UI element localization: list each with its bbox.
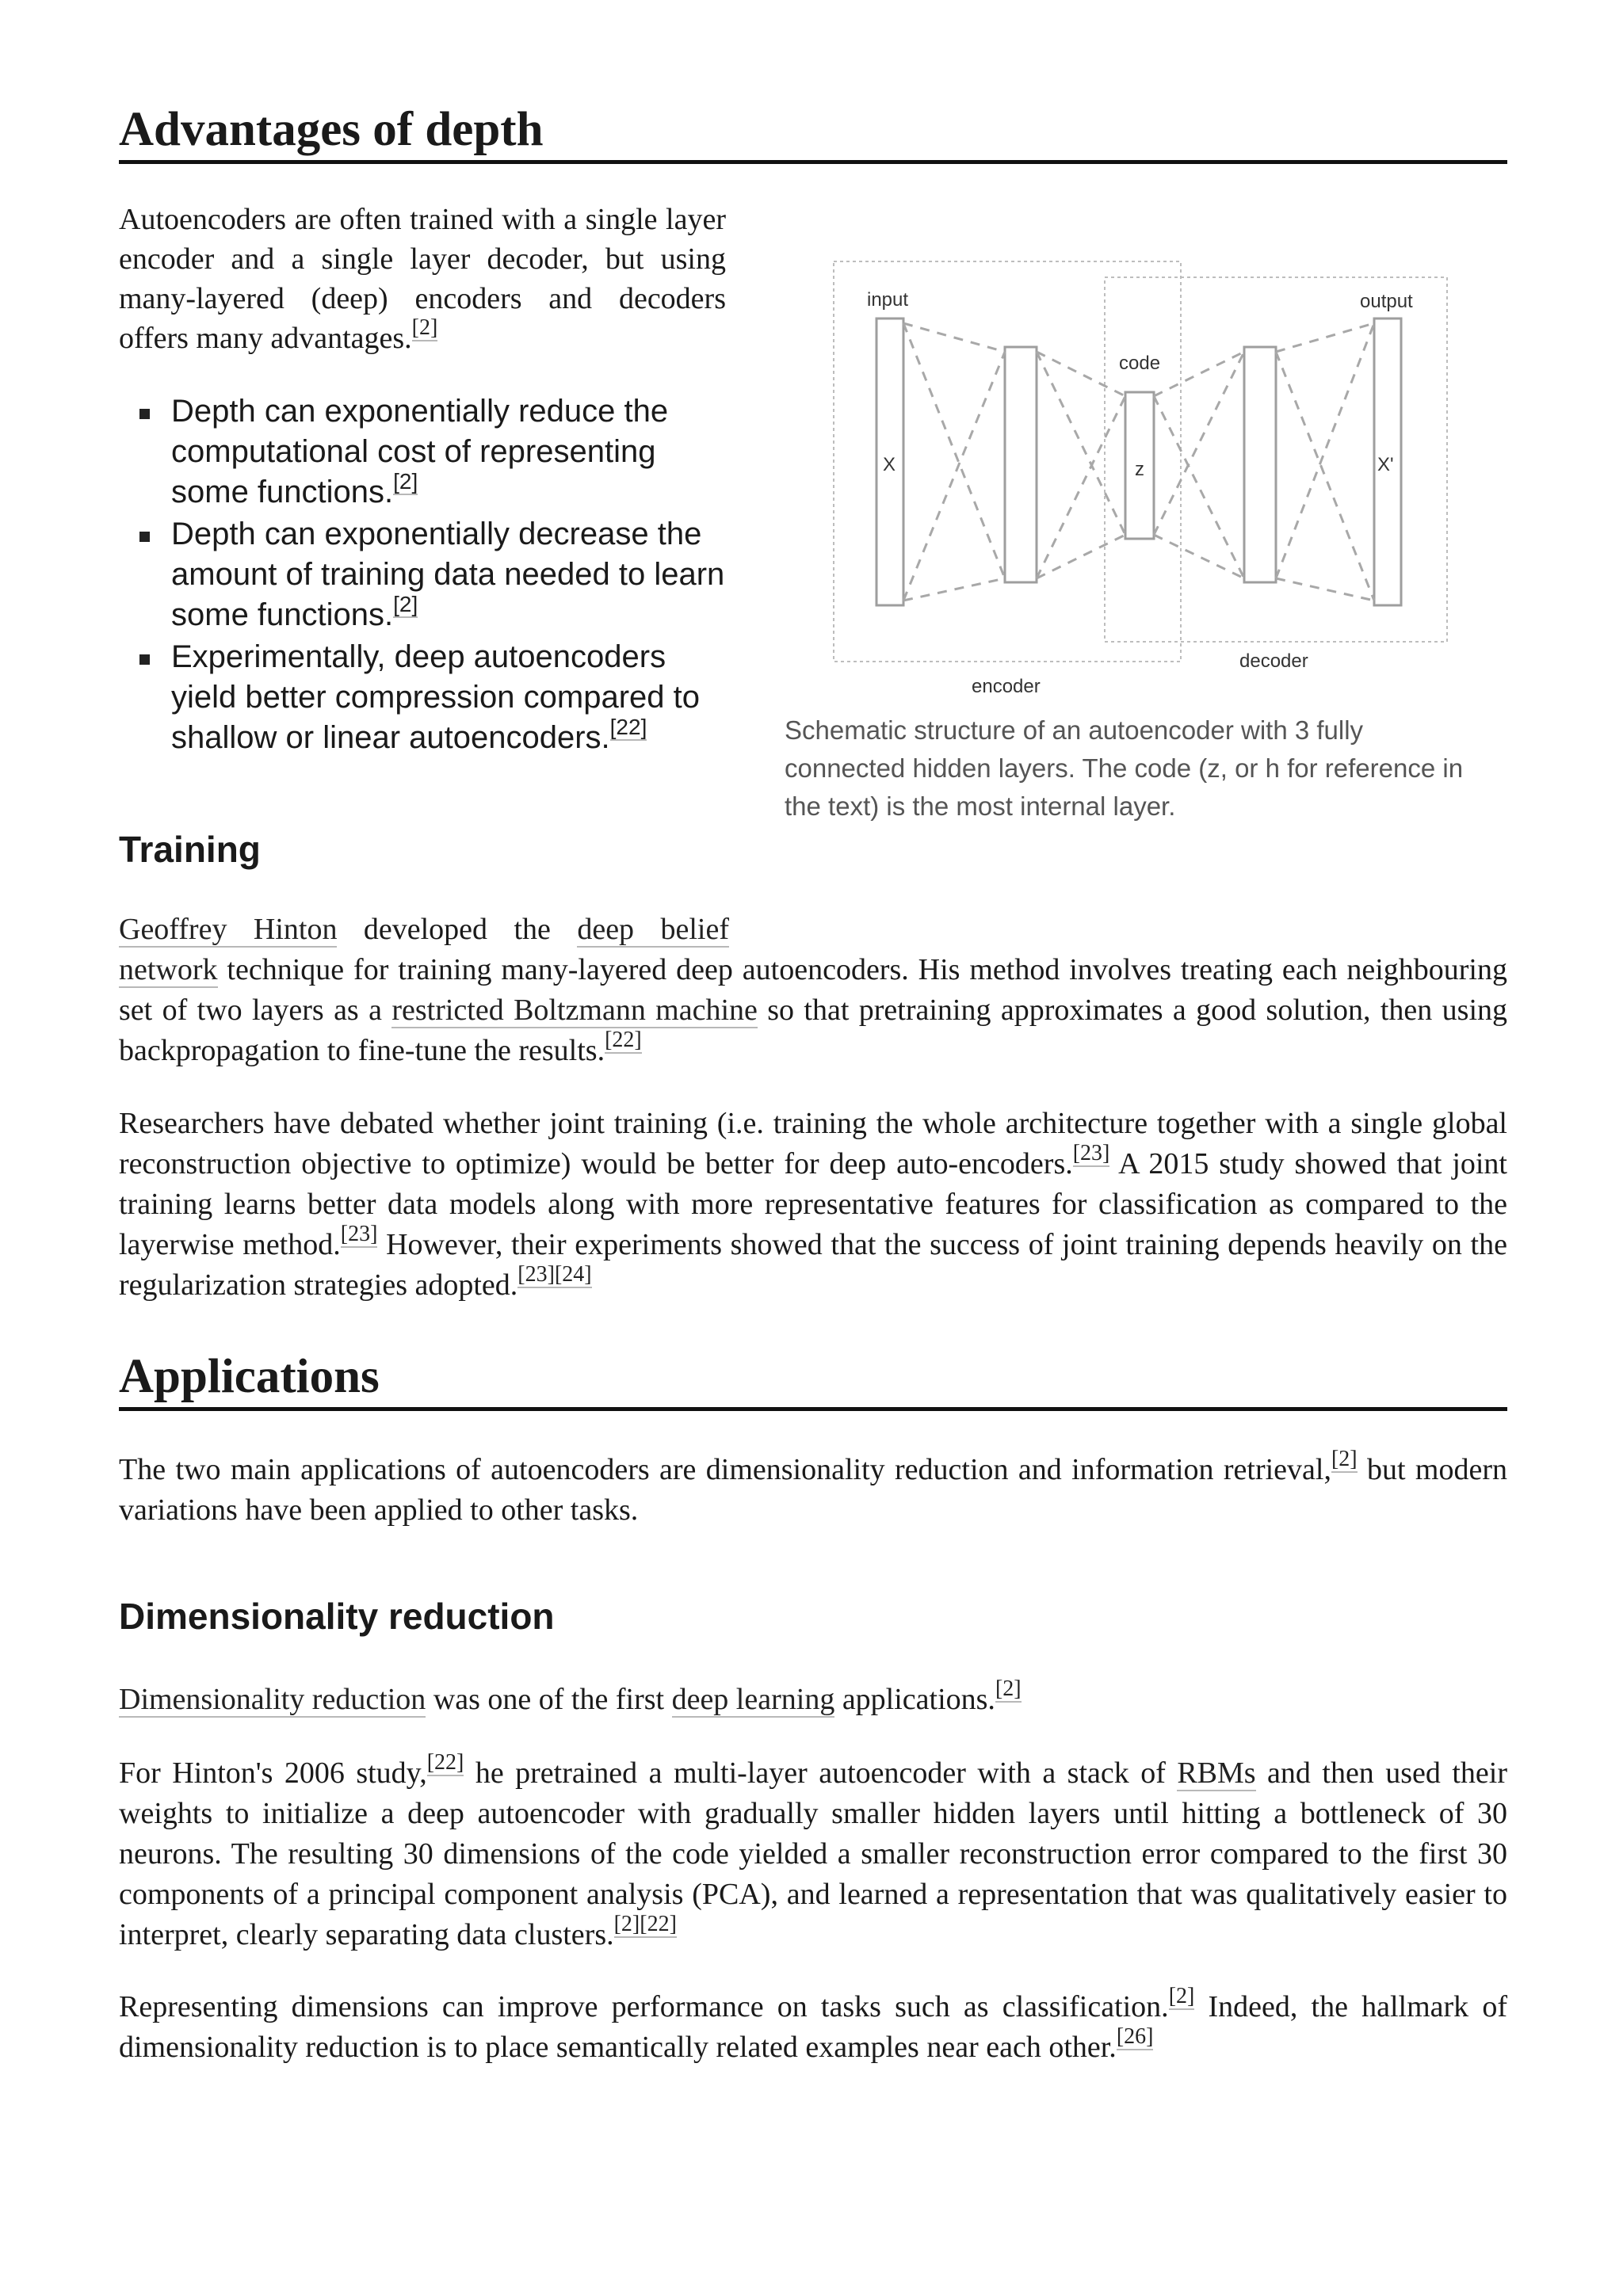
text-run: The two main applications of autoencoders are dimensionality reduction and information retrieval, (119, 1453, 1331, 1486)
citation[interactable] (412, 315, 438, 341)
text-run: so that pretraining approximates a good solution, then using backpropagation to fine-tune the results. (119, 994, 1508, 1067)
input-label: input (867, 289, 909, 311)
link-dimensionality-reduction[interactable]: Dimensionality reduction (119, 1683, 426, 1716)
autoencoder-figure (785, 246, 1514, 826)
link-geoffrey-hinton[interactable]: Geoffrey Hinton (119, 913, 338, 946)
training-paragraph-1 (119, 910, 1507, 1071)
heading-advantages-of-depth: Advantages of depth (119, 101, 1507, 164)
encoder-label: encoder (972, 676, 1041, 697)
text-run: and then used their weights to initialize a deep autoencoder with gradually smaller hidden layers until hitting a bottleneck of 30 neurons. The resulting 30 dimensions of the code yielded a smaller reconstruction error compared to the first 30 components of a principal component analysis (PCA), and learned a representation that was qualitatively easier to interpret, clearly separating data clusters. (119, 1756, 1507, 1951)
connection-line (1037, 396, 1125, 578)
advantages-intro-paragraph (119, 200, 726, 358)
citation-link[interactable]: [2] (393, 469, 418, 494)
dimred-paragraph-2 (119, 1750, 1507, 1955)
connection-line (1276, 578, 1374, 601)
connection-line (903, 578, 1005, 601)
text-run: A 2015 study showed that joint training learns better data models along with more representative features for classification as compared to the layerwise method. (119, 1147, 1507, 1261)
advantages-list-item (119, 514, 726, 635)
text-run: but modern variations have been applied to other tasks. (119, 1453, 1507, 1527)
advantages-left-column (119, 200, 726, 758)
citation[interactable] (605, 1028, 642, 1054)
text-run: Researchers have debated whether joint training (i.e. training the whole architecture together with a single global reconstruction objective to optimize) would be better for deep auto-encoders. (119, 1107, 1507, 1180)
heading-dimensionality-reduction: Dimensionality reduction (119, 1596, 555, 1637)
list-item-text: Experimentally, deep autoencoders yield better compression compared to shallow or linear autoencoders. (171, 639, 700, 755)
autoencoder-diagram (785, 246, 1514, 705)
figure-caption: Schematic structure of an autoencoder with 3 fully connected hidden layers. The code (z, or h for reference in the text) is the most internal layer. (785, 715, 1464, 821)
citation-link[interactable]: [26] (1116, 2024, 1154, 2049)
citation[interactable] (341, 1222, 378, 1248)
output-label: output (1360, 291, 1413, 312)
heading-applications: Applications (119, 1348, 1507, 1411)
citation[interactable] (517, 1262, 591, 1288)
hidden-layer-3 (1244, 347, 1276, 582)
citation[interactable] (610, 715, 647, 741)
text-run: Representing dimensions can improve performance on tasks such as classification. (119, 1990, 1169, 2023)
connection-line (1037, 535, 1125, 578)
connection-line (1037, 352, 1125, 535)
connection-line (903, 323, 1005, 578)
citation-link[interactable]: [2] (995, 1676, 1022, 1701)
list-item-text: Depth can exponentially decrease the amount of training data needed to learn some functions. (171, 517, 725, 632)
link-rbms[interactable]: RBMs (1177, 1756, 1256, 1790)
citation-link[interactable]: [22] (605, 1028, 642, 1052)
advantages-list-item (119, 637, 726, 758)
citation-link[interactable]: [23] (340, 1222, 378, 1246)
citation-link[interactable]: [2] (411, 315, 438, 340)
citation-link[interactable]: [2] (1331, 1447, 1358, 1471)
citation[interactable] (1169, 1984, 1195, 2010)
connection-line (1276, 323, 1374, 352)
citation-link[interactable]: [22] (640, 1912, 677, 1936)
connection-line (1276, 352, 1374, 601)
citation[interactable] (427, 1750, 464, 1776)
bullet-icon (139, 654, 150, 665)
text-run: was one of the first (426, 1683, 672, 1716)
link-deep-belief-network[interactable]: deep belief network (119, 913, 729, 986)
text-run: technique for training many-layered deep autoencoders. His method involves treating each neighbouring set of two layers as a (119, 953, 1507, 1027)
citation[interactable] (1331, 1447, 1358, 1473)
citation-link[interactable]: [2] (613, 1912, 640, 1936)
citation[interactable] (393, 469, 418, 495)
citation[interactable] (1117, 2024, 1154, 2050)
citation-link[interactable]: [23] (1072, 1141, 1110, 1165)
decoder-label: decoder (1239, 650, 1308, 672)
link-restricted-boltzmann-machine[interactable]: restricted Boltzmann machine (391, 994, 758, 1027)
z-label: z (1135, 459, 1144, 480)
advantages-intro-text: Autoencoders are often trained with a single layer encoder and a single layer decoder, but using many-layered (deep) encoders and decoders offers many advantages. (119, 203, 726, 355)
citation-link[interactable]: [2] (393, 592, 418, 616)
connection-line (1276, 323, 1374, 578)
connection-line (1154, 352, 1244, 396)
hidden-layer-1 (1005, 347, 1037, 582)
citation[interactable] (393, 592, 418, 618)
dimred-paragraph-3 (119, 1984, 1507, 2068)
link-deep-learning[interactable]: deep learning (671, 1683, 835, 1716)
applications-paragraph (119, 1447, 1507, 1531)
training-paragraph-2 (119, 1104, 1507, 1306)
text-run: Indeed, the hallmark of dimensionality reduction is to place semantically related examples near each other. (119, 1990, 1507, 2064)
citation[interactable] (614, 1912, 677, 1938)
text-run: he pretrained a multi-layer autoencoder with a stack of (464, 1756, 1178, 1790)
x-prime-label: X' (1377, 454, 1394, 475)
text-run: developed the (337, 913, 578, 946)
bullet-icon (139, 532, 150, 542)
connection-line (1154, 396, 1244, 578)
list-item-text: Depth can exponentially reduce the computational cost of representing some functions. (171, 394, 669, 509)
bullet-icon (139, 409, 150, 419)
citation-link[interactable]: [2] (1168, 1984, 1195, 2008)
dimred-paragraph-1 (119, 1676, 1507, 1720)
x-label: X (883, 454, 896, 475)
connection-line (1154, 535, 1244, 578)
citation[interactable] (1073, 1141, 1110, 1167)
citation-link[interactable]: [23] (517, 1262, 555, 1287)
text-run: applications. (834, 1683, 995, 1716)
advantages-list (119, 391, 726, 758)
connection-line (1154, 352, 1244, 535)
advantages-list-item (119, 391, 726, 513)
citation[interactable] (995, 1676, 1022, 1703)
citation-link[interactable]: [22] (609, 715, 647, 739)
code-label: code (1119, 353, 1161, 374)
citation-link[interactable]: [22] (426, 1750, 464, 1775)
figure-float-spacer (729, 910, 1507, 949)
connection-line (903, 323, 1005, 352)
text-run: However, their experiments showed that the success of joint training depends heavily on the regularization strategies adopted. (119, 1228, 1507, 1302)
connection-line (903, 352, 1005, 601)
text-run: For Hinton's 2006 study, (119, 1756, 427, 1790)
heading-training: Training (119, 829, 261, 870)
connection-line (1037, 352, 1125, 396)
citation-link[interactable]: [24] (554, 1262, 592, 1287)
